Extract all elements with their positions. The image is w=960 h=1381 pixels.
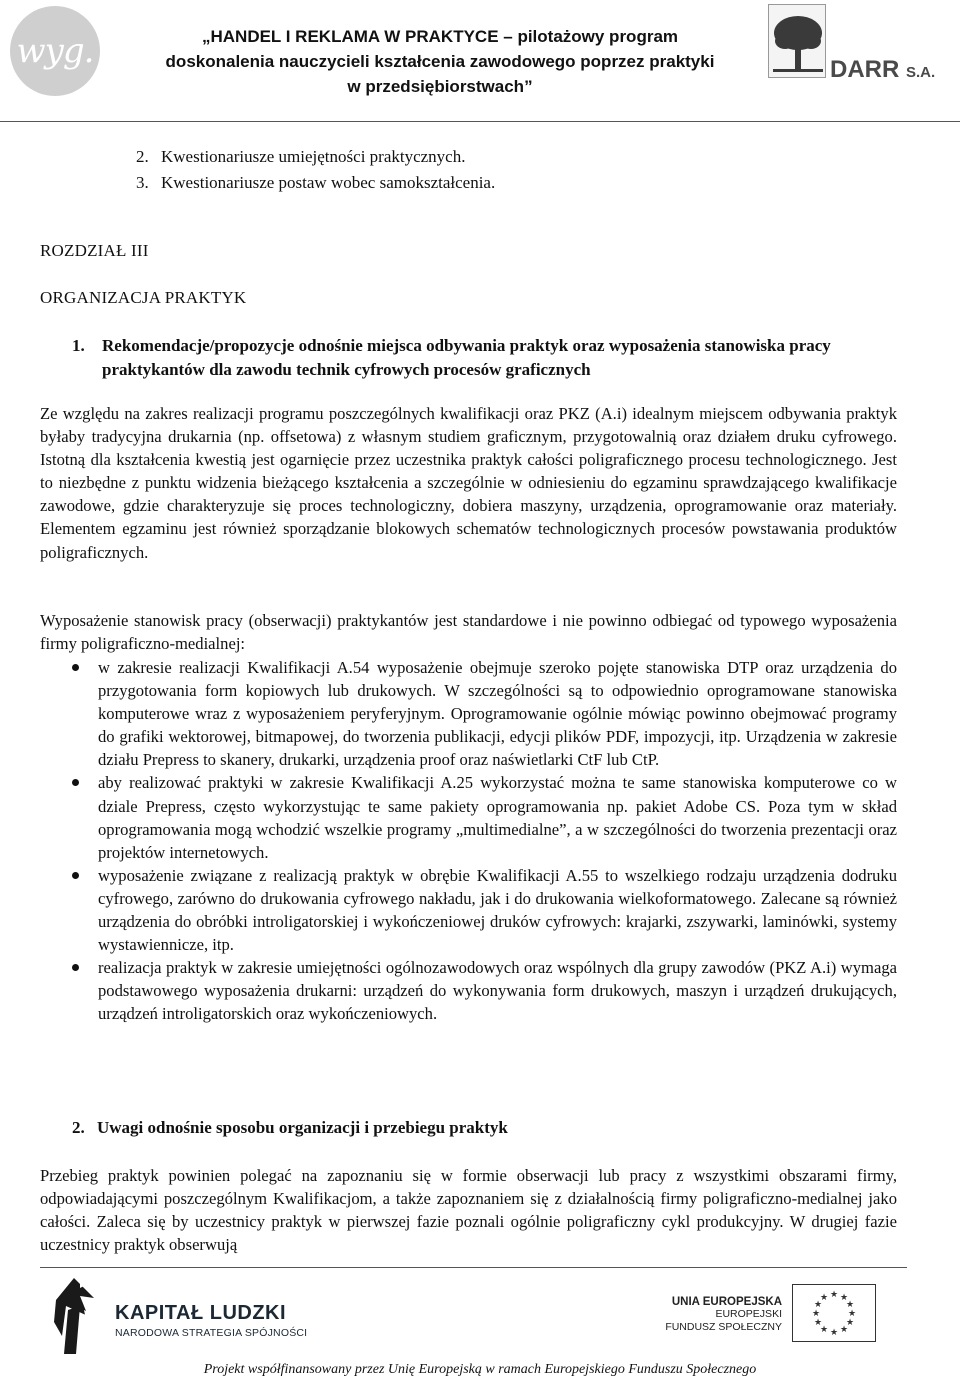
- list-text: w zakresie realizacji Kwalifikacji A.54 wyposażenie obejmuje szeroko pojęte stanowiska DTP oraz urządzenia do przygotowania form kopiowych lub drukowych. W szczególności są to odpowiednio oprogramowane stanowiska komputerowe wraz z wyposażeniem peryferyjnym. Oprogramowanie ogólnie mówiąc powinno obejmować programy do grafiki wektorowej, bitmapowej, do tworzenia publikacji, edycji plików PDF, impozycji, itp. Urządzenia w zakresie działu Prepress to skanery, drukarki, urządzenia proof oraz naświetlarki CtF lub CtP.: [98, 658, 897, 770]
- svg-text:★: ★: [813, 1300, 823, 1310]
- list-text: realizacja praktyk w zakresie umiejętności ogólnozawodowych oraz wspólnych dla grupy zawodów (PKZ A.i) wymaga podstawowego wyposażenia drukarni: urządzeń do wykonywania form drukowych, maszyn i urządzeń drukujących, urządzeń introligatorskich oraz wykończeniowych.: [98, 958, 897, 1024]
- heading-1-number: 1.: [72, 336, 85, 355]
- eu-subtitle-1: EUROPEJSKI: [715, 1308, 782, 1320]
- kapital-ludzki-title: KAPITAŁ LUDZKI: [115, 1302, 287, 1324]
- svg-text:★: ★: [829, 1328, 839, 1338]
- section-title: ORGANIZACJA PRAKTYK: [40, 288, 247, 307]
- list-item: [0, 656, 897, 771]
- header-title-line-3: w przedsiębiorstwach”: [347, 77, 533, 96]
- paragraph-3: Przebieg praktyk powinien polegać na zapoznaniu się w formie obserwacji lub pracy z wszystkimi obszarami firmy, odpowiadającymi poszczególnym Kwalifikacjom, a także zapoznaniem się z działalnością firmy poligraficzno-medialnej jako całości. Zaleca się by uczestnicy praktyk w pierwszej fazie poznali ogólnie poligraficzny cykl produkcyjny. W drugiej fazie uczestnicy praktyk obserwują: [40, 1166, 897, 1255]
- svg-text:★: ★: [839, 1293, 849, 1303]
- list-item: [0, 864, 897, 956]
- svg-text:★: ★: [819, 1293, 829, 1303]
- header-divider: [0, 121, 960, 122]
- darr-logo-text: [830, 56, 935, 84]
- list-text: aby realizować praktyki w zakresie Kwalifikacji A.25 wykorzystać można te same stanowiska komputerowe co w dziale Prepress, często wykorzystując te same pakiety oprogramowania np. pakiet Adobe CS. Poza tym w skład oprogramowania mogą wchodzić wszelkie programy „multimedialne”, a w szczególności do tworzenia prezentacji oraz projektów internetowych.: [98, 773, 897, 862]
- list-text: wyposażenie związane z realizacją praktyk w obrębie Kwalifikacji A.55 to wszelkiego rodzaju urządzenia dodruku cyfrowego, zarówno do drukowania cyfrowego nakładu, jak i do drukowania wielkoformatowego. Zalecane są również urządzenia do obróbki introligatorskiej i wykończeniowej druków cyfrowych: krajarki, zszywarki, laminówki, systemy wystawiennicze, itp.: [98, 865, 897, 955]
- list-number: 2.: [136, 147, 149, 166]
- svg-text:★: ★: [813, 1318, 823, 1328]
- svg-text:★: ★: [811, 1309, 821, 1319]
- page-header: [0, 0, 960, 122]
- list-item: [0, 956, 897, 1025]
- list-number: 3.: [136, 173, 149, 192]
- footer-note: Projekt współfinansowany przez Unię Europejską w ramach Europejskiego Funduszu Społecznego: [203, 1362, 757, 1377]
- kapital-ludzki-subtitle: NARODOWA STRATEGIA SPÓJNOŚCI: [115, 1327, 308, 1339]
- list-text: Kwestionariusze umiejętności praktycznych.: [161, 147, 466, 166]
- svg-text:★: ★: [845, 1300, 855, 1310]
- paragraph-1: Ze względu na zakres realizacji programu poszczególnych kwalifikacji oraz PKZ (A.i) idealnym miejscem odbywania praktyk byłaby tradycyjna drukarnia (np. offsetowa) z własnym studiem graficznym, przygotowalnią oraz działem druku cyfrowego. Istotną dla kształcenia kwestią jest ogarnięcie przez uczestnika praktyk całości poligraficznego procesu technologicznego. Jest to niezbędne z punktu widzenia bieżącego kształcenia a szczególnie w odniesieniu do egzaminu sprawdzającego kwalifikacje zawodowe, gdzie charakteryzuje się proces technologiczny, dobiera maszyny, urządzenia, oprogramowanie oraz materiały. Elementem egzaminu jest również sporządzanie blokowych schematów technologicznych procesów powstawania produktów poligraficznych.: [40, 404, 897, 562]
- list-item: [136, 147, 465, 167]
- heading-2-text: Uwagi odnośnie sposobu organizacji i przebiegu praktyk: [97, 1118, 508, 1137]
- eu-subtitle-2: FUNDUSZ SPOŁECZNY: [665, 1321, 782, 1333]
- svg-text:★: ★: [845, 1318, 855, 1328]
- header-title: [120, 24, 760, 99]
- header-title-line-2: doskonalenia nauczycieli kształcenia zawodowego poprzez praktyki: [165, 52, 715, 71]
- bullet-icon: [72, 964, 79, 971]
- bullet-icon: [72, 872, 79, 879]
- bullet-icon: [72, 779, 79, 786]
- heading-1-text: Rekomendacje/propozycje odnośnie miejsca odbywania praktyk oraz wyposażenia stanowiska pracy praktykantów dla zawodu technik cyfrowych procesów graficznych: [102, 336, 831, 379]
- list-text: Kwestionariusze postaw wobec samokształcenia.: [161, 173, 496, 192]
- chapter-title: ROZDZIAŁ III: [40, 241, 149, 260]
- footer-divider: [40, 1267, 907, 1268]
- wyg-logo-text: wyg.: [16, 31, 94, 71]
- bullet-icon: [72, 664, 79, 671]
- tree-icon: [768, 4, 826, 78]
- svg-text:★: ★: [847, 1309, 857, 1319]
- wyg-logo: [10, 6, 100, 96]
- svg-text:★: ★: [819, 1325, 829, 1335]
- paragraph-2: Wyposażenie stanowisk pracy (obserwacji) praktykantów jest standardowe i nie powinno odbiegać od typowego wyposażenia firmy poligraficzno-medialnej:: [40, 611, 897, 654]
- list-item: [0, 771, 897, 863]
- eu-flag-icon: [792, 1284, 876, 1342]
- svg-text:★: ★: [829, 1290, 839, 1300]
- kapital-ludzki-logo-icon: [50, 1276, 102, 1356]
- svg-text:★: ★: [839, 1325, 849, 1335]
- darr-suffix: S.A.: [906, 64, 936, 81]
- darr-logo: [768, 4, 960, 84]
- heading-2: [72, 1118, 508, 1138]
- header-title-line-1: „HANDEL I REKLAMA W PRAKTYCE – pilotażowy program: [201, 27, 679, 46]
- eu-fund-text: [660, 1296, 782, 1334]
- list-item: [136, 173, 495, 193]
- kapital-ludzki-text: [115, 1302, 307, 1339]
- heading-1: [72, 334, 892, 382]
- eu-title: UNIA EUROPEJSKA: [671, 1296, 782, 1308]
- equipment-list: [0, 656, 897, 1026]
- darr-name: DARR: [830, 56, 900, 83]
- heading-2-number: 2.: [72, 1118, 85, 1137]
